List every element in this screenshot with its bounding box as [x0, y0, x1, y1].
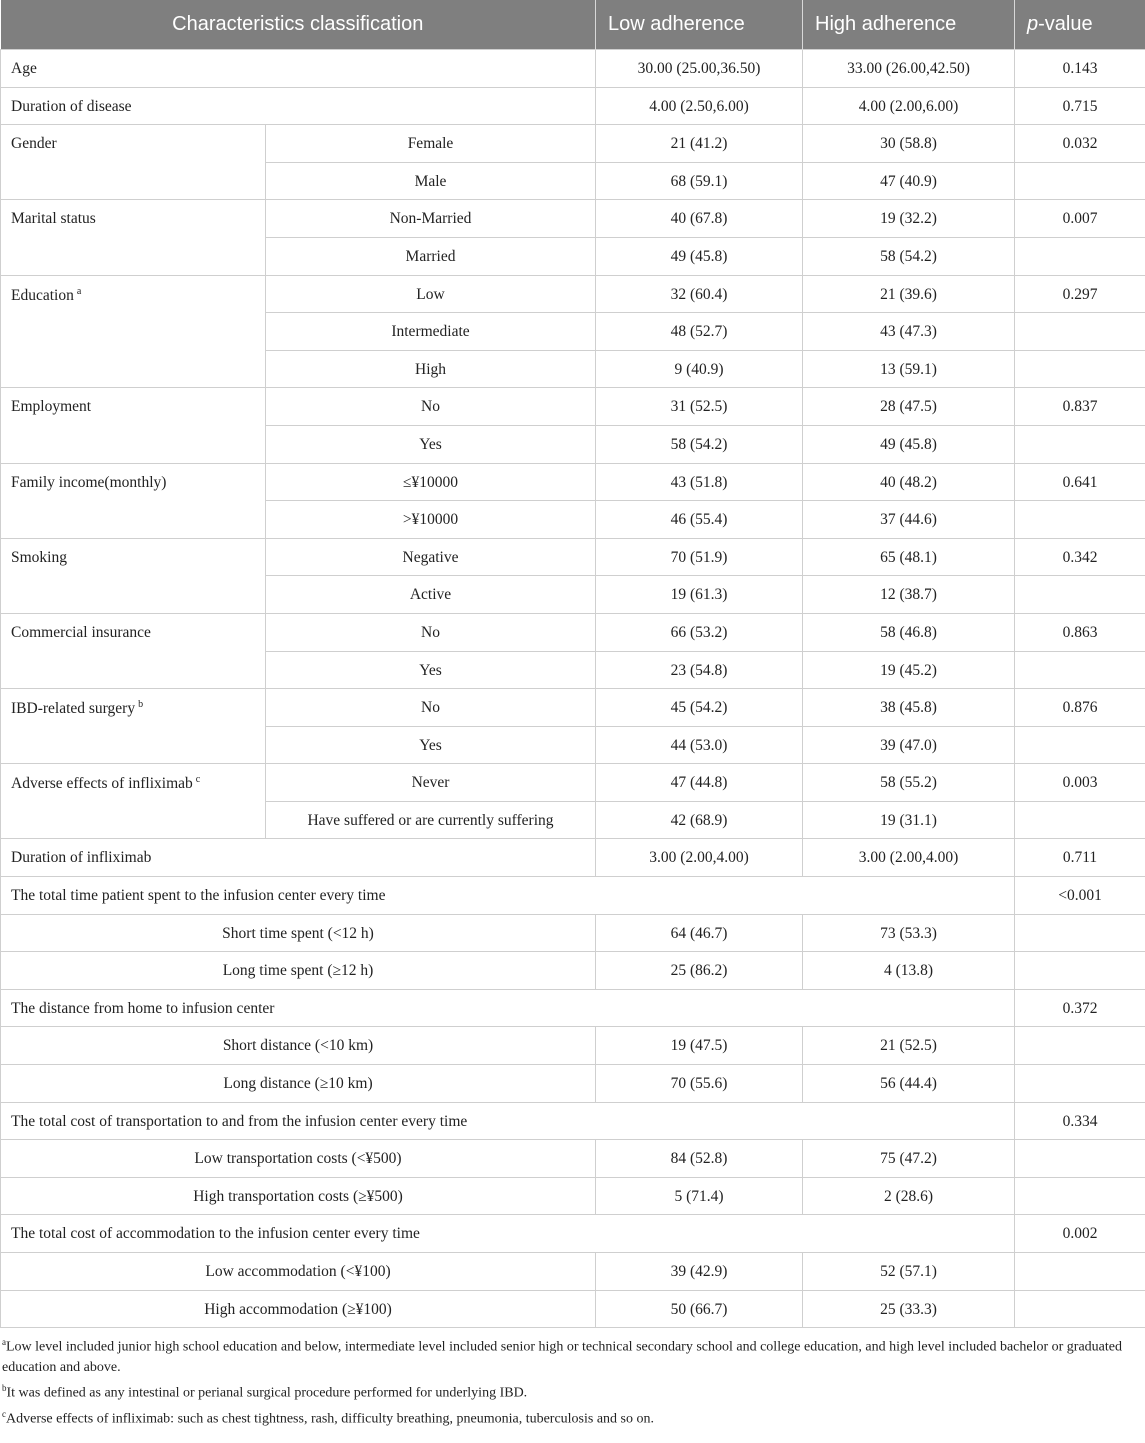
footnote	[2, 1332, 1143, 1378]
sub-label: Non-Married	[266, 200, 596, 238]
empty-cell	[1015, 576, 1145, 614]
sub-label: Married	[266, 237, 596, 275]
high-value: 75 (47.2)	[803, 1140, 1015, 1178]
high-value: 4.00 (2.00,6.00)	[803, 87, 1015, 125]
table-row	[1, 764, 1145, 802]
p-value: <0.001	[1015, 877, 1145, 915]
empty-cell	[1015, 651, 1145, 689]
footnote-text: It was defined as any intestinal or perianal surgical procedure performed for underlying IBD.	[6, 1385, 528, 1401]
low-value: 42 (68.9)	[596, 801, 803, 839]
header-high-adherence: High adherence	[803, 0, 1015, 50]
high-value: 56 (44.4)	[803, 1065, 1015, 1103]
low-value: 49 (45.8)	[596, 237, 803, 275]
high-value: 65 (48.1)	[803, 538, 1015, 576]
footnote-mark: c	[195, 774, 201, 786]
sub-label: Female	[266, 125, 596, 163]
row-label: Commercial insurance	[1, 613, 266, 688]
high-value: 19 (45.2)	[803, 651, 1015, 689]
table-row	[1, 989, 1145, 1027]
low-value: 48 (52.7)	[596, 313, 803, 351]
table-row	[1, 87, 1145, 125]
empty-cell	[1015, 237, 1145, 275]
row-label: Duration of disease	[1, 87, 596, 125]
p-value: 0.143	[1015, 50, 1145, 88]
empty-cell	[1015, 350, 1145, 388]
p-value: 0.002	[1015, 1215, 1145, 1253]
row-label: IBD-related surgery	[11, 700, 136, 718]
p-value: 0.641	[1015, 463, 1145, 501]
row-label: Family income(monthly)	[1, 463, 266, 538]
high-value: 19 (32.2)	[803, 200, 1015, 238]
sub-label: Yes	[266, 726, 596, 764]
table-row	[1, 839, 1145, 877]
high-value: 47 (40.9)	[803, 162, 1015, 200]
row-label: The total time patient spent to the infusion center every time	[1, 877, 1015, 915]
table-row	[1, 463, 1145, 501]
sub-label: Long distance (≥10 km)	[1, 1065, 596, 1103]
high-value: 21 (39.6)	[803, 275, 1015, 313]
empty-cell	[1015, 1027, 1145, 1065]
low-value: 50 (66.7)	[596, 1290, 803, 1328]
table-row	[1, 125, 1145, 163]
footnote	[2, 1404, 1143, 1430]
sub-label: Intermediate	[266, 313, 596, 351]
row-label-cell	[1, 275, 266, 388]
sub-label: Male	[266, 162, 596, 200]
row-label: The total cost of accommodation to the infusion center every time	[1, 1215, 1015, 1253]
low-value: 84 (52.8)	[596, 1140, 803, 1178]
table-row	[1, 613, 1145, 651]
high-value: 28 (47.5)	[803, 388, 1015, 426]
footnote-text: Adverse effects of infliximab: such as chest tightness, rash, difficulty breathing, pneumonia, tuberculosis and so on.	[6, 1411, 655, 1427]
p-value: 0.876	[1015, 689, 1145, 727]
footnote-mark: a	[2, 1337, 6, 1348]
header-p-rest: -value	[1038, 13, 1093, 35]
p-value: 0.297	[1015, 275, 1145, 313]
low-value: 4.00 (2.50,6.00)	[596, 87, 803, 125]
empty-cell	[1015, 1065, 1145, 1103]
header-row	[1, 0, 1145, 50]
row-label: Smoking	[1, 538, 266, 613]
table-row	[1, 877, 1145, 915]
empty-cell	[1015, 501, 1145, 539]
footnotes	[0, 1328, 1145, 1429]
p-value: 0.837	[1015, 388, 1145, 426]
empty-cell	[1015, 1253, 1145, 1291]
high-value: 30 (58.8)	[803, 125, 1015, 163]
table-row	[1, 1253, 1145, 1291]
low-value: 40 (67.8)	[596, 200, 803, 238]
low-value: 5 (71.4)	[596, 1177, 803, 1215]
high-value: 19 (31.1)	[803, 801, 1015, 839]
high-value: 13 (59.1)	[803, 350, 1015, 388]
header-characteristics: Characteristics classification	[1, 0, 596, 50]
sub-label: Active	[266, 576, 596, 614]
low-value: 19 (61.3)	[596, 576, 803, 614]
p-value: 0.032	[1015, 125, 1145, 163]
sub-label: Low accommodation (<¥100)	[1, 1253, 596, 1291]
sub-label: Yes	[266, 425, 596, 463]
empty-cell	[1015, 914, 1145, 952]
low-value: 68 (59.1)	[596, 162, 803, 200]
p-value: 0.334	[1015, 1102, 1145, 1140]
low-value: 47 (44.8)	[596, 764, 803, 802]
high-value: 38 (45.8)	[803, 689, 1015, 727]
row-label: The distance from home to infusion center	[1, 989, 1015, 1027]
row-label-cell	[1, 689, 266, 764]
row-label: Adverse effects of infliximab	[11, 775, 193, 793]
table-row	[1, 689, 1145, 727]
empty-cell	[1015, 1177, 1145, 1215]
table-row	[1, 1065, 1145, 1103]
header-low-adherence: Low adherence	[596, 0, 803, 50]
empty-cell	[1015, 1140, 1145, 1178]
high-value: 73 (53.3)	[803, 914, 1015, 952]
table-row	[1, 200, 1145, 238]
row-label: Gender	[1, 125, 266, 200]
high-value: 58 (54.2)	[803, 237, 1015, 275]
empty-cell	[1015, 801, 1145, 839]
footnote-text: Low level included junior high school education and below, intermediate level included senior high or technical secondary school and college education, and high level included bachelor or graduated education and above.	[2, 1339, 1122, 1375]
footnote-mark: b	[138, 699, 144, 711]
header-p-italic: p	[1027, 13, 1039, 35]
p-value: 0.007	[1015, 200, 1145, 238]
table-row	[1, 1177, 1145, 1215]
high-value: 33.00 (26.00,42.50)	[803, 50, 1015, 88]
low-value: 64 (46.7)	[596, 914, 803, 952]
low-value: 19 (47.5)	[596, 1027, 803, 1065]
sub-label: High	[266, 350, 596, 388]
low-value: 58 (54.2)	[596, 425, 803, 463]
sub-label: No	[266, 388, 596, 426]
p-value: 0.711	[1015, 839, 1145, 877]
sub-label: High transportation costs (≥¥500)	[1, 1177, 596, 1215]
high-value: 12 (38.7)	[803, 576, 1015, 614]
table-row	[1, 1140, 1145, 1178]
table-row	[1, 1215, 1145, 1253]
empty-cell	[1015, 952, 1145, 990]
sub-label: Low transportation costs (<¥500)	[1, 1140, 596, 1178]
sub-label: Long time spent (≥12 h)	[1, 952, 596, 990]
sub-label: Have suffered or are currently suffering	[266, 801, 596, 839]
table-row	[1, 1102, 1145, 1140]
sub-label: High accommodation (≥¥100)	[1, 1290, 596, 1328]
sub-label: Short distance (<10 km)	[1, 1027, 596, 1065]
row-label: Duration of infliximab	[1, 839, 596, 877]
low-value: 70 (55.6)	[596, 1065, 803, 1103]
empty-cell	[1015, 313, 1145, 351]
low-value: 43 (51.8)	[596, 463, 803, 501]
sub-label: ≤¥10000	[266, 463, 596, 501]
high-value: 39 (47.0)	[803, 726, 1015, 764]
p-value: 0.715	[1015, 87, 1145, 125]
table-row	[1, 50, 1145, 88]
footnote-mark: a	[76, 285, 82, 297]
row-label: Marital status	[1, 200, 266, 275]
low-value: 21 (41.2)	[596, 125, 803, 163]
low-value: 23 (54.8)	[596, 651, 803, 689]
high-value: 52 (57.1)	[803, 1253, 1015, 1291]
low-value: 39 (42.9)	[596, 1253, 803, 1291]
sub-label: Short time spent (<12 h)	[1, 914, 596, 952]
header-p-value	[1015, 0, 1145, 50]
low-value: 32 (60.4)	[596, 275, 803, 313]
low-value: 3.00 (2.00,4.00)	[596, 839, 803, 877]
sub-label: No	[266, 689, 596, 727]
high-value: 3.00 (2.00,4.00)	[803, 839, 1015, 877]
low-value: 46 (55.4)	[596, 501, 803, 539]
high-value: 25 (33.3)	[803, 1290, 1015, 1328]
empty-cell	[1015, 1290, 1145, 1328]
sub-label: Low	[266, 275, 596, 313]
footnote	[2, 1378, 1143, 1404]
row-label: Employment	[1, 388, 266, 463]
low-value: 25 (86.2)	[596, 952, 803, 990]
table-row	[1, 914, 1145, 952]
sub-label: Never	[266, 764, 596, 802]
table-row	[1, 952, 1145, 990]
high-value: 21 (52.5)	[803, 1027, 1015, 1065]
row-label-cell	[1, 764, 266, 839]
low-value: 31 (52.5)	[596, 388, 803, 426]
high-value: 49 (45.8)	[803, 425, 1015, 463]
p-value: 0.863	[1015, 613, 1145, 651]
low-value: 66 (53.2)	[596, 613, 803, 651]
high-value: 58 (55.2)	[803, 764, 1015, 802]
row-label: The total cost of transportation to and from the infusion center every time	[1, 1102, 1015, 1140]
table-row	[1, 1027, 1145, 1065]
high-value: 58 (46.8)	[803, 613, 1015, 651]
high-value: 37 (44.6)	[803, 501, 1015, 539]
p-value: 0.342	[1015, 538, 1145, 576]
sub-label: >¥10000	[266, 501, 596, 539]
table-row	[1, 388, 1145, 426]
low-value: 9 (40.9)	[596, 350, 803, 388]
low-value: 30.00 (25.00,36.50)	[596, 50, 803, 88]
high-value: 40 (48.2)	[803, 463, 1015, 501]
high-value: 4 (13.8)	[803, 952, 1015, 990]
high-value: 2 (28.6)	[803, 1177, 1015, 1215]
empty-cell	[1015, 726, 1145, 764]
sub-label: Yes	[266, 651, 596, 689]
table-row	[1, 1290, 1145, 1328]
low-value: 45 (54.2)	[596, 689, 803, 727]
low-value: 70 (51.9)	[596, 538, 803, 576]
row-label: Education	[11, 286, 74, 304]
table-row	[1, 275, 1145, 313]
footnote-mark: b	[2, 1382, 7, 1393]
sub-label: Negative	[266, 538, 596, 576]
p-value: 0.372	[1015, 989, 1145, 1027]
table-row	[1, 538, 1145, 576]
low-value: 44 (53.0)	[596, 726, 803, 764]
high-value: 43 (47.3)	[803, 313, 1015, 351]
sub-label: No	[266, 613, 596, 651]
row-label: Age	[1, 50, 596, 88]
p-value: 0.003	[1015, 764, 1145, 802]
empty-cell	[1015, 425, 1145, 463]
empty-cell	[1015, 162, 1145, 200]
footnote-mark: c	[2, 1408, 6, 1419]
